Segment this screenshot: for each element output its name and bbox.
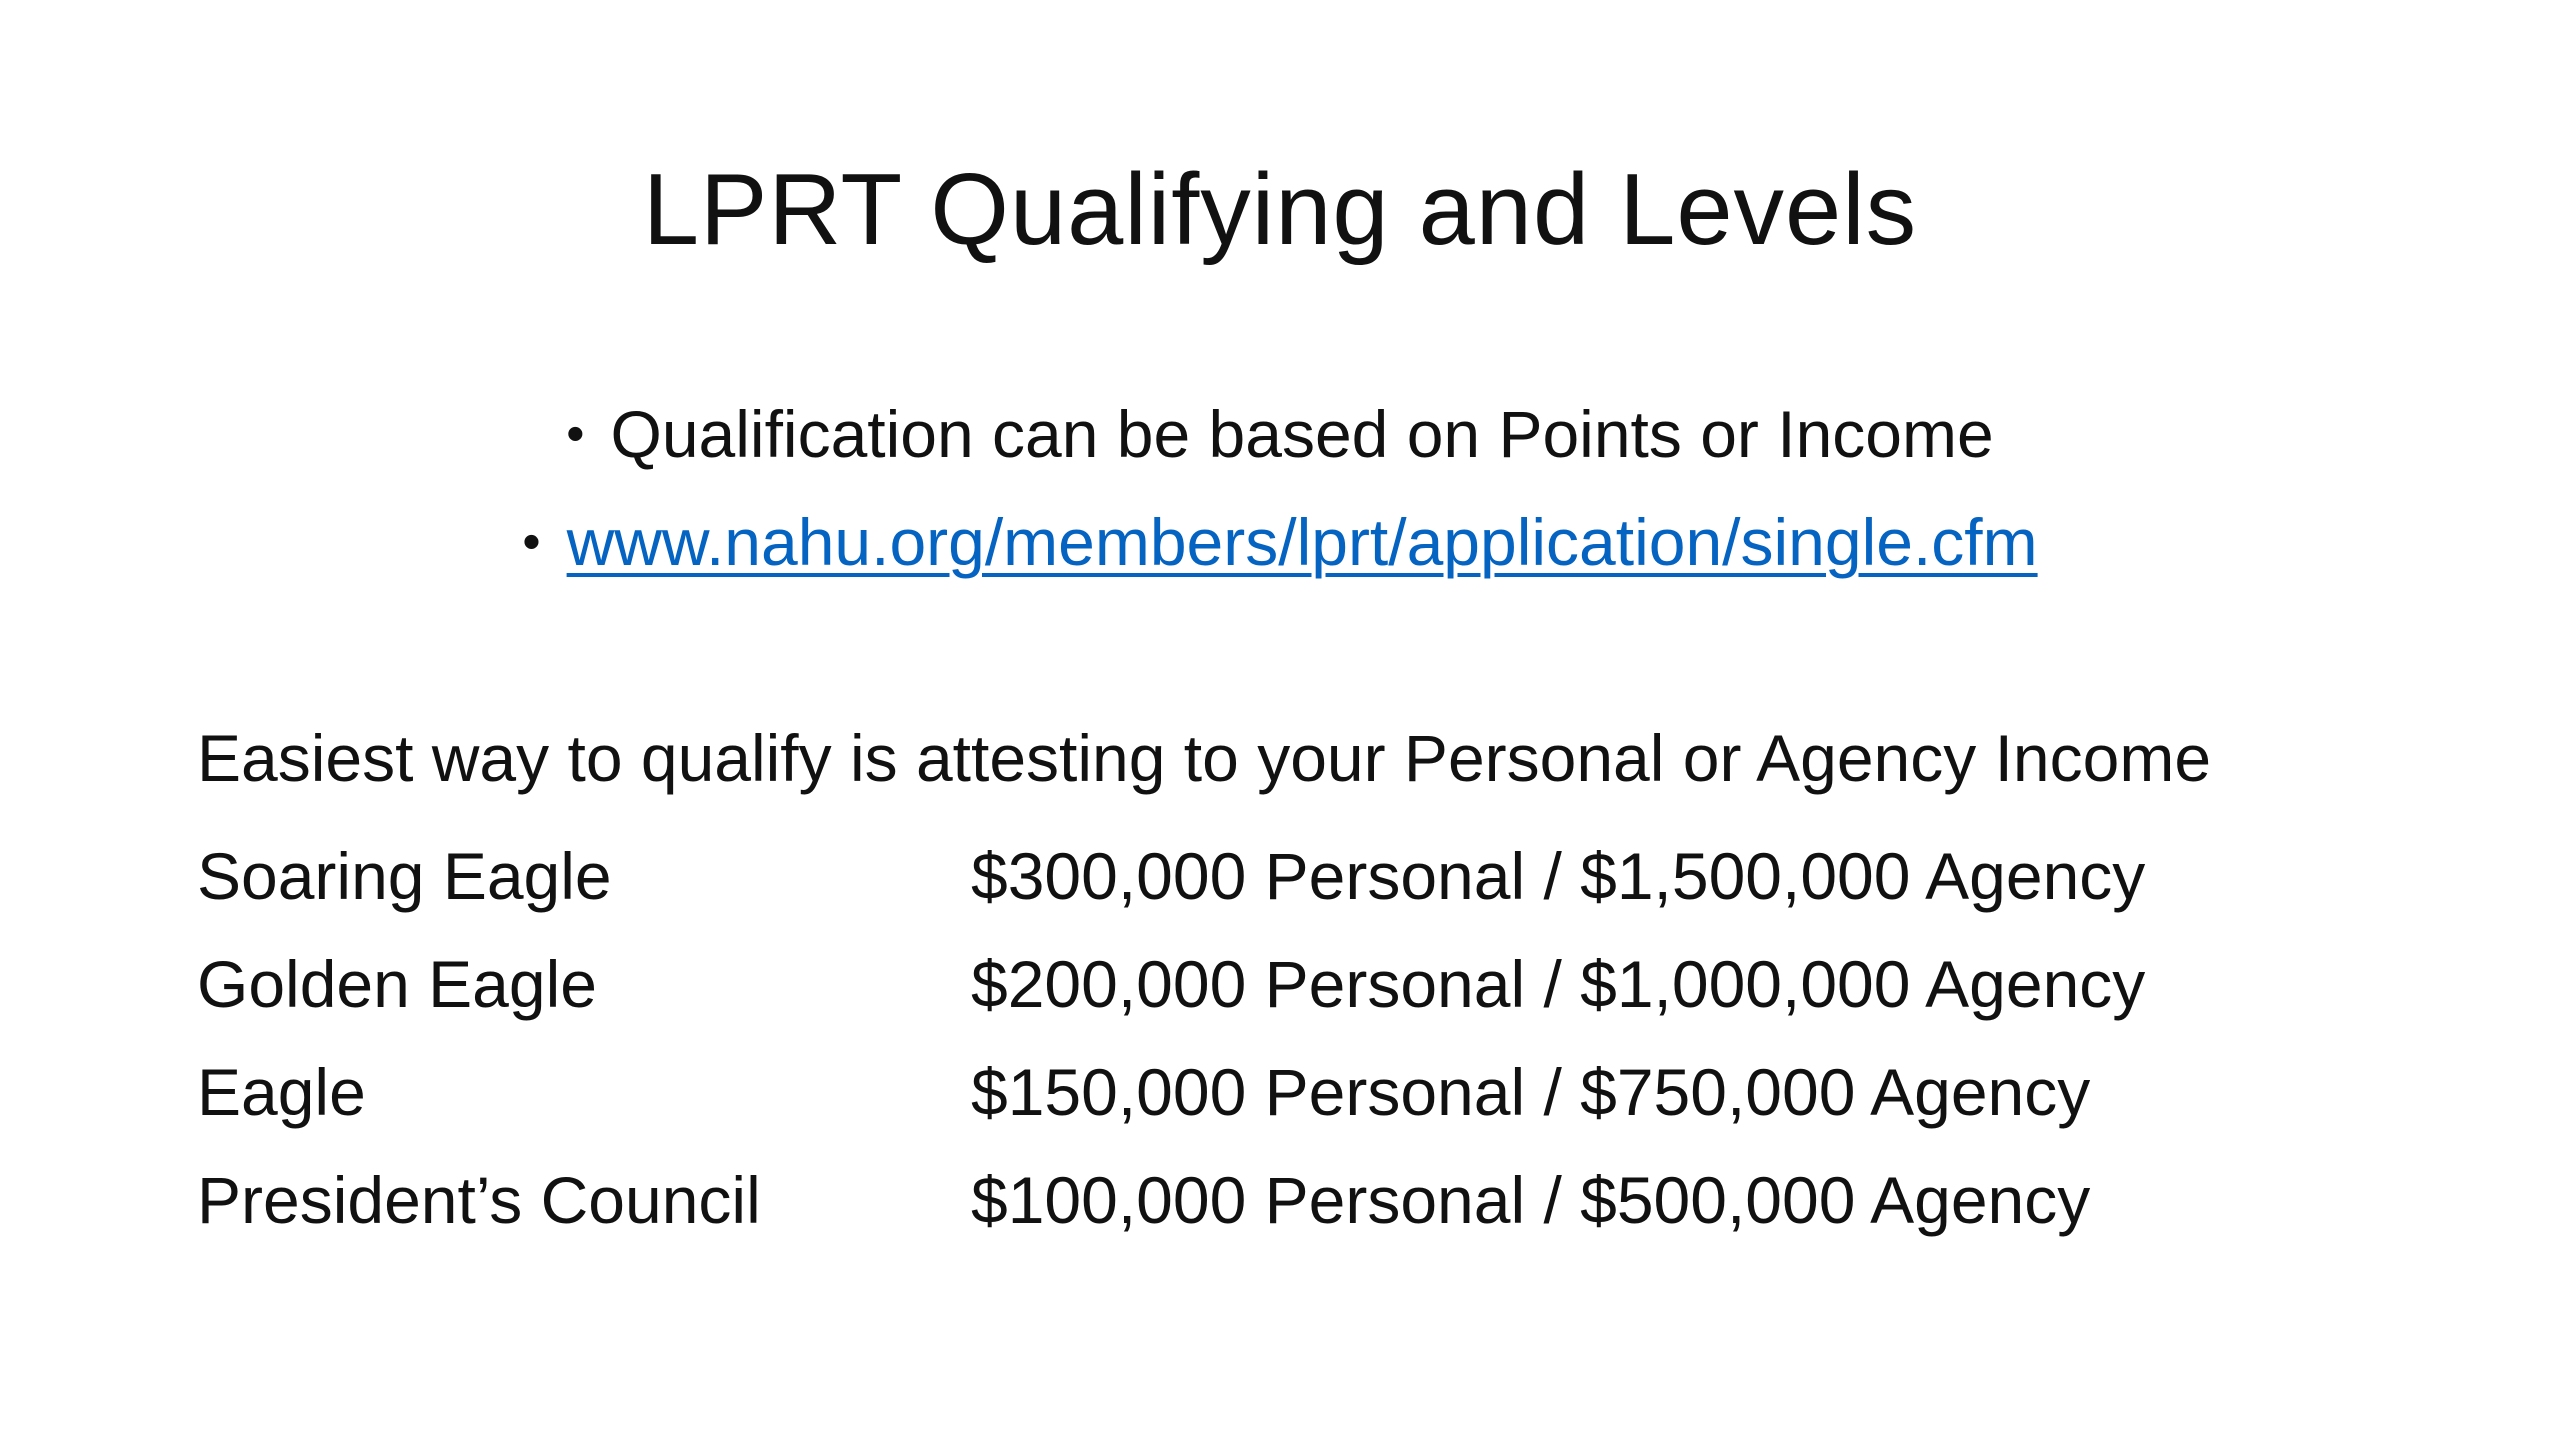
intro-text: Easiest way to qualify is attesting to your Personal or Agency Income xyxy=(197,721,2212,795)
level-name: Soaring Eagle xyxy=(197,839,612,913)
level-row xyxy=(197,930,2145,1038)
level-row xyxy=(197,1038,2145,1146)
slide-title: LPRT Qualifying and Levels xyxy=(642,154,1918,266)
bullet-item-qualification xyxy=(0,390,2560,478)
bullet-dot-icon: • xyxy=(522,513,541,571)
level-name: Golden Eagle xyxy=(197,947,597,1021)
bullet-item-url xyxy=(0,498,2560,586)
level-requirement: $200,000 Personal / $1,000,000 Agency xyxy=(971,947,2146,1021)
level-name: Eagle xyxy=(197,1055,366,1129)
level-requirement: $150,000 Personal / $750,000 Agency xyxy=(971,1055,2091,1129)
bullet-dot-icon: • xyxy=(566,405,585,463)
level-row xyxy=(197,822,2145,930)
level-name: President’s Council xyxy=(197,1163,761,1237)
bullet-list xyxy=(0,390,2560,606)
application-link[interactable]: www.nahu.org/members/lprt/application/single.cfm xyxy=(566,505,2038,579)
level-row xyxy=(197,1146,2145,1254)
level-requirement: $300,000 Personal / $1,500,000 Agency xyxy=(971,839,2146,913)
level-list xyxy=(197,822,2145,1254)
bullet-text: Qualification can be based on Points or Income xyxy=(610,397,1994,471)
level-requirement: $100,000 Personal / $500,000 Agency xyxy=(971,1163,2091,1237)
